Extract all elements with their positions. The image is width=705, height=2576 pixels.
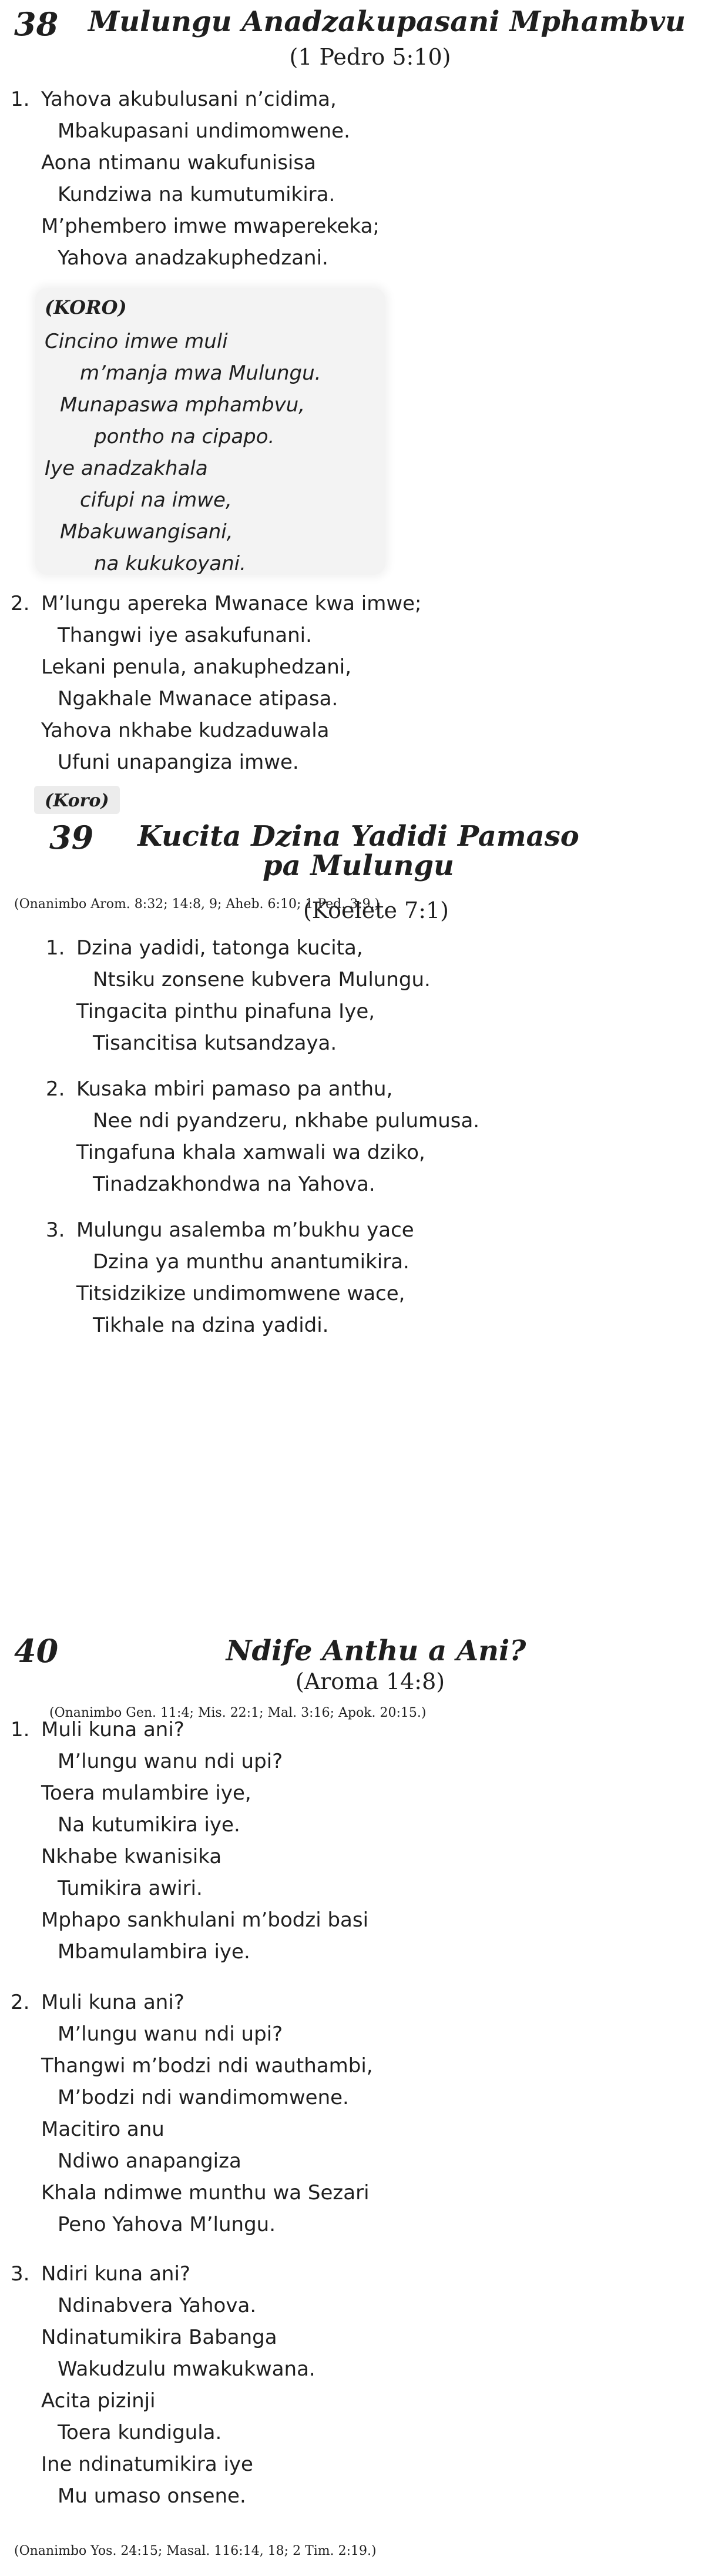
verse-line: Mbakupasani undimomwene.	[58, 119, 350, 143]
song-footnote: (Onanimbo Yos. 24:15; Masal. 116:14, 18; 2 Tim. 2:19.)	[14, 2544, 377, 2558]
verse-line: Dzina yadidi, tatonga kucita,	[76, 936, 363, 960]
verse-line: M’bodzi ndi wandimomwene.	[58, 2086, 349, 2109]
verse-line: Nee ndi pyandzeru, nkhabe pulumusa.	[93, 1109, 480, 1133]
song-reference: (Koelete 7:1)	[303, 897, 449, 923]
chorus-marker-label: (Koro)	[45, 790, 109, 811]
verse-line: Macitiro anu	[41, 2118, 164, 2141]
verse-1	[11, 1714, 369, 1968]
verse-number: 1.	[46, 936, 65, 960]
verse-line: Thangwi iye asakufunani.	[58, 624, 312, 647]
verse-line: Mu umaso onsene.	[58, 2484, 246, 2508]
verse-2	[11, 588, 422, 778]
verse-line: Yahova nkhabe kudzaduwala	[41, 719, 330, 742]
verse-line: Ntsiku zonsene kubvera Mulungu.	[93, 968, 431, 991]
verse-line: Wakudzulu mwakukwana.	[58, 2357, 315, 2381]
song-reference: (1 Pedro 5:10)	[289, 44, 451, 70]
verse-line: Ndiri kuna ani?	[41, 2262, 190, 2286]
verse-line: Nkhabe kwanisika	[41, 1845, 222, 1868]
verse-2	[46, 1073, 480, 1200]
verse-line: Thangwi m’bodzi ndi wauthambi,	[41, 2054, 373, 2078]
verse-line: Peno Yahova M’lungu.	[58, 2213, 276, 2236]
chorus-line: Mbakuwangisani,	[60, 520, 233, 544]
chorus-line: cifupi na imwe,	[80, 488, 232, 512]
verse-line: Mbamulambira iye.	[58, 1940, 250, 1964]
verse-line: Tingacita pinthu pinafuna Iye,	[76, 1000, 375, 1023]
verse-3	[11, 2258, 315, 2512]
song-footnote: (Onanimbo Gen. 11:4; Mis. 22:1; Mal. 3:16; Apok. 20:15.)	[49, 1706, 427, 1720]
chorus-line: Iye anadzakhala	[45, 457, 208, 480]
verse-line: Ndinatumikira Babanga	[41, 2326, 277, 2349]
song-number: 38	[14, 5, 59, 43]
verse-line: Ngakhale Mwanace atipasa.	[58, 687, 338, 711]
verse-line: M’lungu wanu ndi upi?	[58, 1750, 283, 1773]
song-footnote: (Onanimbo Arom. 8:32; 14:8, 9; Aheb. 6:10; 1 Ped. 3:9.)	[14, 897, 380, 912]
verse-number: 3.	[11, 2262, 30, 2286]
verse-line: Tumikira awiri.	[58, 1877, 203, 1900]
verse-line: Tinadzakhondwa na Yahova.	[93, 1173, 375, 1196]
chorus-line: m’manja mwa Mulungu.	[80, 361, 321, 385]
verse-number: 2.	[11, 592, 30, 615]
verse-line: M’lungu apereka Mwanace kwa imwe;	[41, 592, 422, 615]
song-number: 39	[49, 819, 94, 856]
verse-line: Yahova akubulusani n’cidima,	[41, 88, 337, 111]
song-title	[135, 822, 582, 881]
verse-1	[46, 932, 431, 1059]
verse-line: Yahova anadzakuphedzani.	[58, 246, 328, 270]
song-number: 40	[14, 1632, 59, 1670]
chorus-marker	[34, 786, 120, 814]
verse-number: 2.	[11, 1991, 30, 2014]
verse-line: Ufuni unapangiza imwe.	[58, 751, 299, 774]
verse-line: Tingafuna khala xamwali wa dziko,	[76, 1141, 425, 1164]
verse-line: Mulungu asalemba m’bukhu yace	[76, 1218, 414, 1242]
verse-number: 3.	[46, 1218, 65, 1242]
verse-number: 1.	[11, 1718, 30, 1741]
verse-line: M’phembero imwe mwaperekeka;	[41, 215, 380, 238]
chorus-line: Munapaswa mphambvu,	[60, 393, 306, 417]
song-reference: (Aroma 14:8)	[295, 1669, 445, 1694]
verse-1	[11, 83, 380, 274]
verse-line: Na kutumikira iye.	[58, 1813, 240, 1837]
verse-line: Ndinabvera Yahova.	[58, 2294, 257, 2317]
verse-2	[11, 1987, 373, 2240]
verse-line: Aona ntimanu wakufunisisa	[41, 151, 316, 175]
song-title-line: Kucita Dzina Yadidi Pamaso	[137, 820, 579, 853]
verse-line: Lekani penula, anakuphedzani,	[41, 655, 352, 679]
verse-line: Dzina ya munthu anantumikira.	[93, 1250, 409, 1274]
chorus-heading: (KORO)	[45, 296, 127, 319]
verse-line: Muli kuna ani?	[41, 1991, 184, 2014]
verse-line: Acita pizinji	[41, 2389, 156, 2413]
verse-line: Tisancitisa kutsandzaya.	[93, 1031, 337, 1055]
verse-line: Ndiwo anapangiza	[58, 2149, 241, 2173]
song-title: Ndife Anthu a Ani?	[226, 1634, 526, 1667]
verse-line: Toera mulambire iye,	[41, 1781, 251, 1805]
song-title: Mulungu Anadzakupasani Mphambvu	[88, 5, 686, 38]
verse-line: Mphapo sankhulani m’bodzi basi	[41, 1908, 369, 1932]
chorus-line: pontho na cipapo.	[94, 425, 275, 448]
verse-line: M’lungu wanu ndi upi?	[58, 2022, 283, 2046]
chorus-text	[45, 326, 321, 579]
chorus-line: Cincino imwe muli	[45, 330, 228, 353]
verse-line: Titsidzikize undimomwene wace,	[76, 1282, 405, 1305]
verse-number: 2.	[46, 1077, 65, 1101]
song-title-line: pa Mulungu	[263, 849, 454, 883]
verse-line: Kusaka mbiri pamaso pa anthu,	[76, 1077, 393, 1101]
verse-line: Khala ndimwe munthu wa Sezari	[41, 2181, 370, 2205]
verse-number: 1.	[11, 88, 30, 111]
verse-line: Tikhale na dzina yadidi.	[93, 1314, 329, 1337]
verse-line: Toera kundigula.	[58, 2421, 222, 2444]
chorus-box	[35, 288, 385, 575]
verse-line: Kundziwa na kumutumikira.	[58, 183, 335, 206]
verse-line: Muli kuna ani?	[41, 1718, 184, 1741]
verse-3	[46, 1214, 414, 1341]
verse-line: Ine ndinatumikira iye	[41, 2453, 253, 2476]
chorus-line: na kukukoyani.	[94, 552, 246, 575]
